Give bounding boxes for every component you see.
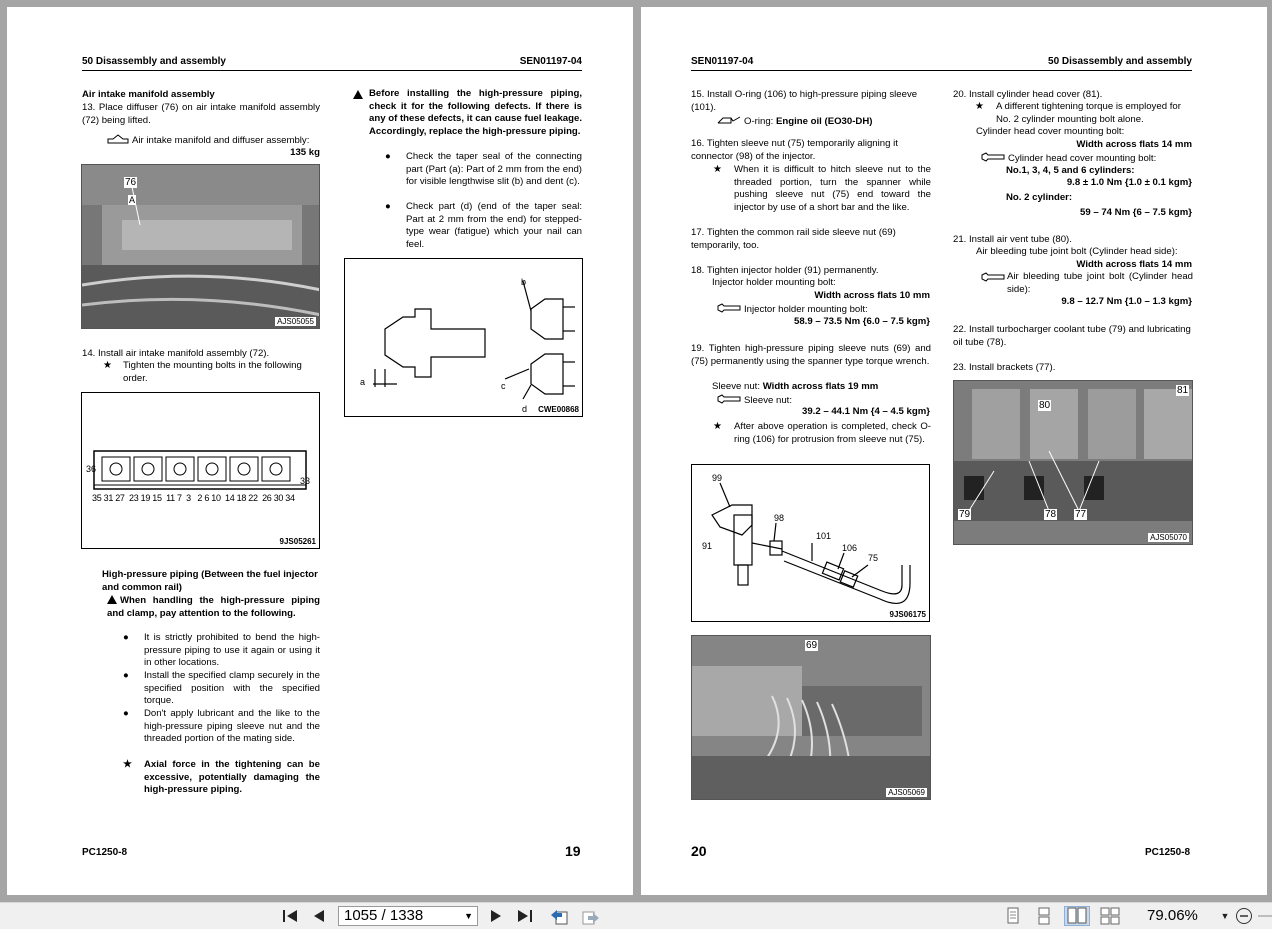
step-22: 22. Install turbocharger coolant tube (79) and lubricating oil tube (78). <box>953 324 1191 348</box>
zoom-out-button[interactable] <box>1234 906 1254 926</box>
step-21-waf: Width across flats 14 mm <box>1076 259 1192 270</box>
step-19-sub: Sleeve nut: Width across flats 19 mm <box>712 381 879 392</box>
step-17: 17. Tighten the common rail side sleeve nut (69) temporarily, too. <box>691 227 896 251</box>
callout-81: 81 <box>1177 385 1189 396</box>
first-page-icon <box>281 908 299 924</box>
hp-star-note: ★ Axial force in the tightening can be excessive, potentially damaging the high-pressure piping. <box>123 759 320 796</box>
next-view-icon <box>581 907 601 925</box>
step-14: 14. Install air intake manifold assembly (72). <box>82 348 270 359</box>
step-19-torque: 39.2 – 44.1 Nm {4 – 4.5 kgm} <box>802 406 930 417</box>
callout-76: 76 <box>125 177 137 188</box>
step-21-sub: Air bleeding tube joint bolt (Cylinder head side): <box>976 246 1178 257</box>
photo-cylinder-heads-image <box>954 381 1193 545</box>
step-23: 23. Install brackets (77). <box>953 362 1056 373</box>
last-page-icon <box>516 908 536 924</box>
torque-wrench-icon <box>981 152 1005 162</box>
oil-can-icon <box>717 115 741 125</box>
callout-79: 79 <box>959 509 971 520</box>
inj-label-101: 101 <box>816 531 832 541</box>
torque-wrench-icon <box>717 394 741 404</box>
prev-page-button[interactable] <box>310 906 328 926</box>
photo-sleeve-nuts-image <box>692 636 931 800</box>
piping-warning: Before installing the high-pressure piping, check it for the following defects. If there is any of these defects, it can cause fuel leakage. Accordingly, replace the high-pressure piping. <box>369 88 582 139</box>
footer-model: PC1250-8 <box>82 847 128 858</box>
step-20: 20. Install cylinder head cover (81). <box>953 89 1103 100</box>
piping-bullet-2: ● Check part (d) (end of the taper seal: Part at 2 mm from the end) for stepped-type wear (fatigue) which your nail can feel. <box>385 201 582 251</box>
zoom-out-icon <box>1235 907 1253 925</box>
header-rule <box>82 70 582 71</box>
step-20-torque-a: 9.8 ± 1.0 Nm {1.0 ± 0.1 kgm} <box>1066 177 1192 188</box>
hp-bullet-2: ● Install the specified clamp securely in the specified position with the specified torque. <box>123 670 320 707</box>
step-20-waf: Width across flats 14 mm <box>1076 139 1192 150</box>
star-icon: ★ <box>103 360 112 371</box>
continuous-icon <box>1036 907 1052 925</box>
photo-manifold-image <box>82 165 320 329</box>
photo-code: AJS05070 <box>1150 533 1187 542</box>
photo-code: AJS05055 <box>277 317 314 326</box>
warning-icon <box>353 90 363 99</box>
torque-wrench-icon <box>981 272 1005 282</box>
taper-label-d: d <box>522 404 528 414</box>
page-header-left: 50 Disassembly and assembly <box>82 56 226 67</box>
step-19-torque-label: Sleeve nut: <box>717 394 931 408</box>
page-number-field[interactable]: 1055 / 1338 ▼ <box>338 906 478 926</box>
taper-label-b: b <box>521 277 527 287</box>
single-page-icon <box>1005 907 1021 925</box>
page-20 <box>641 7 1267 895</box>
slider-track-icon <box>1258 907 1272 925</box>
page-header-right: SEN01197-04 <box>519 56 582 67</box>
prev-page-icon <box>312 908 326 924</box>
next-page-button[interactable] <box>487 906 505 926</box>
photo-code: AJS05069 <box>888 788 925 797</box>
photo-cylinder-heads <box>953 380 1193 545</box>
step-20-torque-label: Cylinder head cover mounting bolt: <box>981 152 1193 166</box>
step-19: 19. Tighten high-pressure piping sleeve nuts (69) and (75) permanently using the spanner type torque wrench. <box>691 343 931 367</box>
step-18-torque-label: Injector holder mounting bolt: <box>717 303 931 317</box>
star-icon: ★ <box>713 164 722 175</box>
step-20-sub: Cylinder head cover mounting bolt: <box>976 126 1125 137</box>
step-20-cyl-a: No.1, 3, 4, 5 and 6 cylinders: <box>1006 165 1135 176</box>
weight-value: 135 kg <box>290 147 320 158</box>
callout-69: 69 <box>806 640 818 651</box>
last-page-button[interactable] <box>515 906 537 926</box>
step-15: 15. Install O-ring (106) to high-pressure piping sleeve (101). <box>691 89 918 113</box>
figure-code: 9JS05261 <box>279 537 316 546</box>
injector-figure <box>691 464 930 622</box>
step-21-torque-label: Air bleeding tube joint bolt (Cylinder head side): <box>981 271 1193 296</box>
chevron-down-icon: ▼ <box>464 911 473 921</box>
header-rule <box>691 70 1192 71</box>
inj-label-106: 106 <box>842 543 858 553</box>
step-18-sub: Injector holder mounting bolt: <box>712 277 836 288</box>
photo-manifold <box>81 164 320 329</box>
prev-view-button[interactable] <box>548 906 570 926</box>
hp-warning: When handling the high-pressure piping and clamp, pay attention to the following. <box>107 595 320 619</box>
bolt-label-left: 36 <box>86 464 97 474</box>
step-16: 16. Tighten sleeve nut (75) temporarily aligning it connector (98) of the injector. <box>691 138 898 162</box>
chevron-down-icon: ▼ <box>1220 911 1230 921</box>
step-16-note: ★ When it is difficult to hitch sleeve nut to the threaded portion, turn the spanner while pushing sleeve nut (75) end toward the injector by use of a short bar and the like. <box>713 164 931 214</box>
taper-label-c: c <box>501 381 506 391</box>
step-19-note: ★ After above operation is completed, check O-ring (106) for protrusion from sleeve nut (75). <box>713 421 931 445</box>
single-page-view-button[interactable] <box>1003 906 1023 926</box>
inj-label-75: 75 <box>868 553 879 563</box>
prev-view-icon <box>549 907 569 925</box>
weight-icon <box>107 134 129 144</box>
section-title: Air intake manifold assembly <box>82 89 215 100</box>
zoom-slider-track[interactable] <box>1258 906 1272 926</box>
page-header-right: 50 Disassembly and assembly <box>1048 56 1192 67</box>
two-page-continuous-icon <box>1100 907 1120 925</box>
step-18-torque: 58.9 – 73.5 Nm {6.0 – 7.5 kgm} <box>794 316 930 327</box>
step-18: 18. Tighten injector holder (91) permanently. <box>691 265 879 276</box>
continuous-view-button[interactable] <box>1034 906 1054 926</box>
step-13: 13. Place diffuser (76) on air intake manifold assembly (72) being lifted. <box>82 102 320 126</box>
callout-78: 78 <box>1045 509 1057 520</box>
hp-bullet-1: ● It is strictly prohibited to bend the high-pressure piping to use it again or using it in other locations. <box>123 632 320 669</box>
step-21-torque: 9.8 – 12.7 Nm {1.0 – 1.3 kgm} <box>1061 296 1192 307</box>
piping-bullet-1: ● Check the taper seal of the connecting part (Part (a): Part of 2 mm from the end) for visible lengthwise slit (b) and dent (c). <box>385 151 582 188</box>
weight-label: Air intake manifold and diffuser assembly: <box>107 134 322 148</box>
viewer-toolbar <box>0 902 1272 929</box>
figure-code: CWE00868 <box>538 405 579 414</box>
callout-77: 77 <box>1075 509 1087 520</box>
two-page-view-button[interactable] <box>1064 906 1090 926</box>
inj-label-91: 91 <box>702 541 713 551</box>
step-15-oil: O-ring: Engine oil (EO30-DH) <box>717 115 931 129</box>
zoom-dropdown-button[interactable] <box>1218 906 1232 926</box>
page-header-left: SEN01197-04 <box>691 56 754 67</box>
step-18-waf: Width across flats 10 mm <box>814 290 930 301</box>
footer-page-number: 20 <box>691 843 707 859</box>
torque-wrench-icon <box>717 303 741 313</box>
footer-page-number: 19 <box>565 843 581 859</box>
injector-drawing <box>692 465 929 621</box>
warning-icon <box>107 595 117 604</box>
footer-model: PC1250-8 <box>1145 847 1191 858</box>
next-view-button[interactable] <box>580 906 602 926</box>
step-20-cyl-b: No. 2 cylinder: <box>1006 192 1073 203</box>
taper-seal-figure <box>344 258 583 417</box>
cylinder-head-drawing <box>82 393 319 548</box>
inj-label-99: 99 <box>712 473 723 483</box>
photo-sleeve-nuts <box>691 635 931 800</box>
bolt-order-figure <box>81 392 320 549</box>
star-icon: ★ <box>975 101 984 112</box>
first-page-button[interactable] <box>280 906 300 926</box>
taper-label-a: a <box>360 377 366 387</box>
bolt-order-numbers: 35 31 27 23 19 15 11 7 3 2 6 10 14 18 22 26 30 34 <box>92 493 295 503</box>
page-19 <box>7 7 633 895</box>
two-page-continuous-view-button[interactable] <box>1099 906 1121 926</box>
step-20-note: ★ A different tightening torque is employed for No. 2 cylinder mounting bolt alone. <box>975 101 1181 125</box>
taper-seal-drawing <box>345 259 582 416</box>
callout-80: 80 <box>1039 400 1051 411</box>
zoom-level[interactable]: 79.06% <box>1147 907 1198 924</box>
hp-bullet-3: ● Don't apply lubricant and the like to the high-pressure piping sleeve nut and the threaded portion of the mating side. <box>123 708 320 745</box>
step-14-note: ★ Tighten the mounting bolts in the following order. <box>103 360 302 384</box>
hp-title: High-pressure piping (Between the fuel injector and common rail) <box>102 569 318 593</box>
two-page-icon <box>1067 907 1087 925</box>
step-20-torque-b: 59 – 74 Nm {6 – 7.5 kgm} <box>1080 207 1192 218</box>
star-icon: ★ <box>123 759 132 770</box>
figure-code: 9JS06175 <box>889 610 926 619</box>
callout-a: A <box>129 195 136 205</box>
next-page-icon <box>489 908 503 924</box>
star-icon: ★ <box>713 421 722 432</box>
bolt-label-right: 33 <box>300 476 311 486</box>
step-21: 21. Install air vent tube (80). <box>953 234 1072 245</box>
inj-label-98: 98 <box>774 513 785 523</box>
